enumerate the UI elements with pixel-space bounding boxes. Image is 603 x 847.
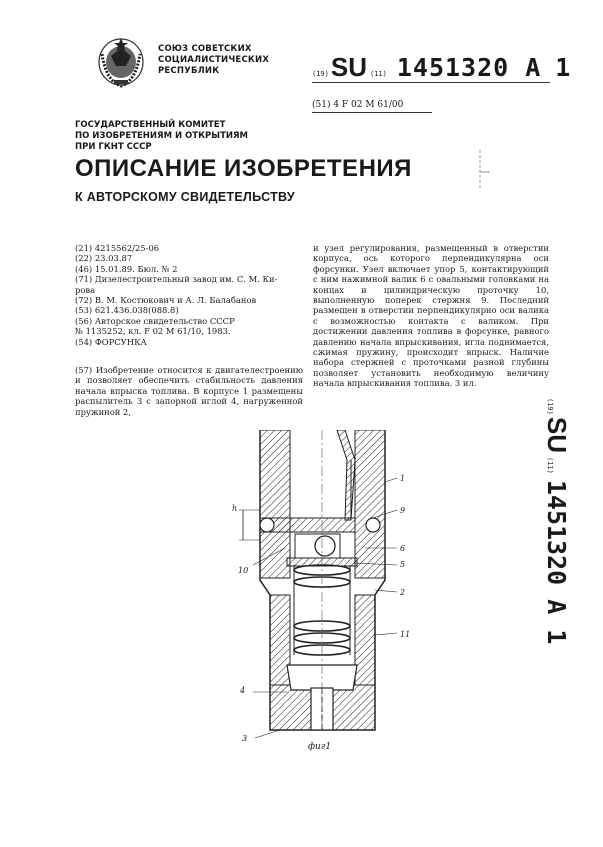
patent-number: 1451320 — [396, 53, 510, 82]
bib-line: (71) Дизелестроительный завод им. С. М. Ки- — [75, 274, 278, 285]
stamp-mark-icon — [478, 150, 492, 188]
committee-line: ГОСУДАРСТВЕННЫЙ КОМИТЕТ — [75, 120, 226, 130]
bib-line: (21) 4215562/25-06 — [75, 243, 160, 253]
ussr-emblem-icon — [96, 36, 146, 90]
label-9: 9 — [400, 506, 406, 515]
label-6: 6 — [400, 544, 406, 553]
margin-code-11: (11) — [546, 456, 554, 474]
header-rule — [312, 82, 550, 83]
bib-line: (54) ФОРСУНКА — [75, 336, 147, 347]
bibliographic-data — [75, 243, 307, 347]
injector-drawing — [225, 430, 415, 750]
label-2: 2 — [400, 588, 406, 597]
label-11: 11 — [400, 630, 411, 639]
abstract-left-column: (57) Изобретение относится к двигателестроению и позволяет обеспечить стабильность давления начала впрыска топлива. В корпусе 1 размещены распылитель 3 с запорной иглой 4, нагруженной пружиной 2, — [75, 365, 303, 417]
abstract-right-column: и узел регулирования, размещенный в отверстии корпуса, ось которого перпендикулярна оси форсунки. Узел включает упор 5, контактирующий с ним нажимной валик 6 с овальными головками на концах и цилиндрическую проточку 10, выполненную поперек стержня 9. Последний размещен в отверстии перпендикулярно оси валика с возможностью контакта с валиком. При достижении давления топлива в форсунке, равного давлению начала впрыскивания, игла поднимается, сжимая пружину, происходит впрыск. Наличие набора стержней с проточками разной глубины позволяет установить необходимую величину начала впрыскивания топлива. 3 ил. — [313, 243, 549, 389]
label-4: 4 — [240, 686, 246, 695]
country-line: СОЮЗ СОВЕТСКИХ — [158, 44, 252, 54]
publication-number — [312, 52, 570, 80]
label-5: 5 — [400, 560, 406, 569]
committee-line: ПРИ ГКНТ СССР — [75, 142, 152, 152]
ipc-class: (51) 4 F 02 M 61/00 — [312, 100, 404, 110]
margin-code-19: (19) — [546, 398, 554, 415]
code-11: (11) — [369, 70, 387, 78]
label-10: 10 — [238, 566, 249, 575]
document-title: ОПИСАНИЕ ИЗОБРЕТЕНИЯ — [75, 155, 412, 182]
bib-line: (53) 621.436.038(088.8) — [75, 305, 179, 316]
margin-patent-number: 1451320 — [542, 479, 571, 586]
bib-line: (56) Авторское свидетельство СССР — [75, 315, 235, 326]
country-code: SU — [330, 52, 367, 82]
committee-line: ПО ИЗОБРЕТЕНИЯМ И ОТКРЫТИЯМ — [75, 131, 248, 141]
ipc-rule — [312, 112, 432, 113]
label-h: h — [232, 504, 238, 513]
label-3: 3 — [242, 734, 248, 743]
code-19: (19) — [312, 70, 329, 78]
margin-country-code: SU — [542, 416, 572, 453]
bib-line: (72) В. М. Костюкович и А. Л. Балабанов — [75, 295, 257, 306]
label-1: 1 — [400, 474, 406, 483]
kind-code: A 1 — [525, 53, 571, 82]
document-subtitle: К АВТОРСКОМУ СВИДЕТЕЛЬСТВУ — [75, 190, 295, 204]
country-line: СОЦИАЛИСТИЧЕСКИХ — [158, 55, 270, 65]
bib-line: (46) 15.01.89. Бюл. № 2 — [75, 263, 178, 274]
country-name — [158, 44, 269, 77]
country-line: РЕСПУБЛИК — [158, 66, 220, 76]
bib-line: (22) 23.03.87 — [75, 253, 133, 264]
committee — [75, 120, 248, 153]
figure-caption: фиг1 — [308, 742, 332, 752]
bib-line: рова — [75, 284, 96, 295]
margin-kind-code: A 1 — [542, 599, 571, 645]
bib-line: № 1135252, кл. F 02 M 61/10, 1983. — [75, 326, 231, 337]
